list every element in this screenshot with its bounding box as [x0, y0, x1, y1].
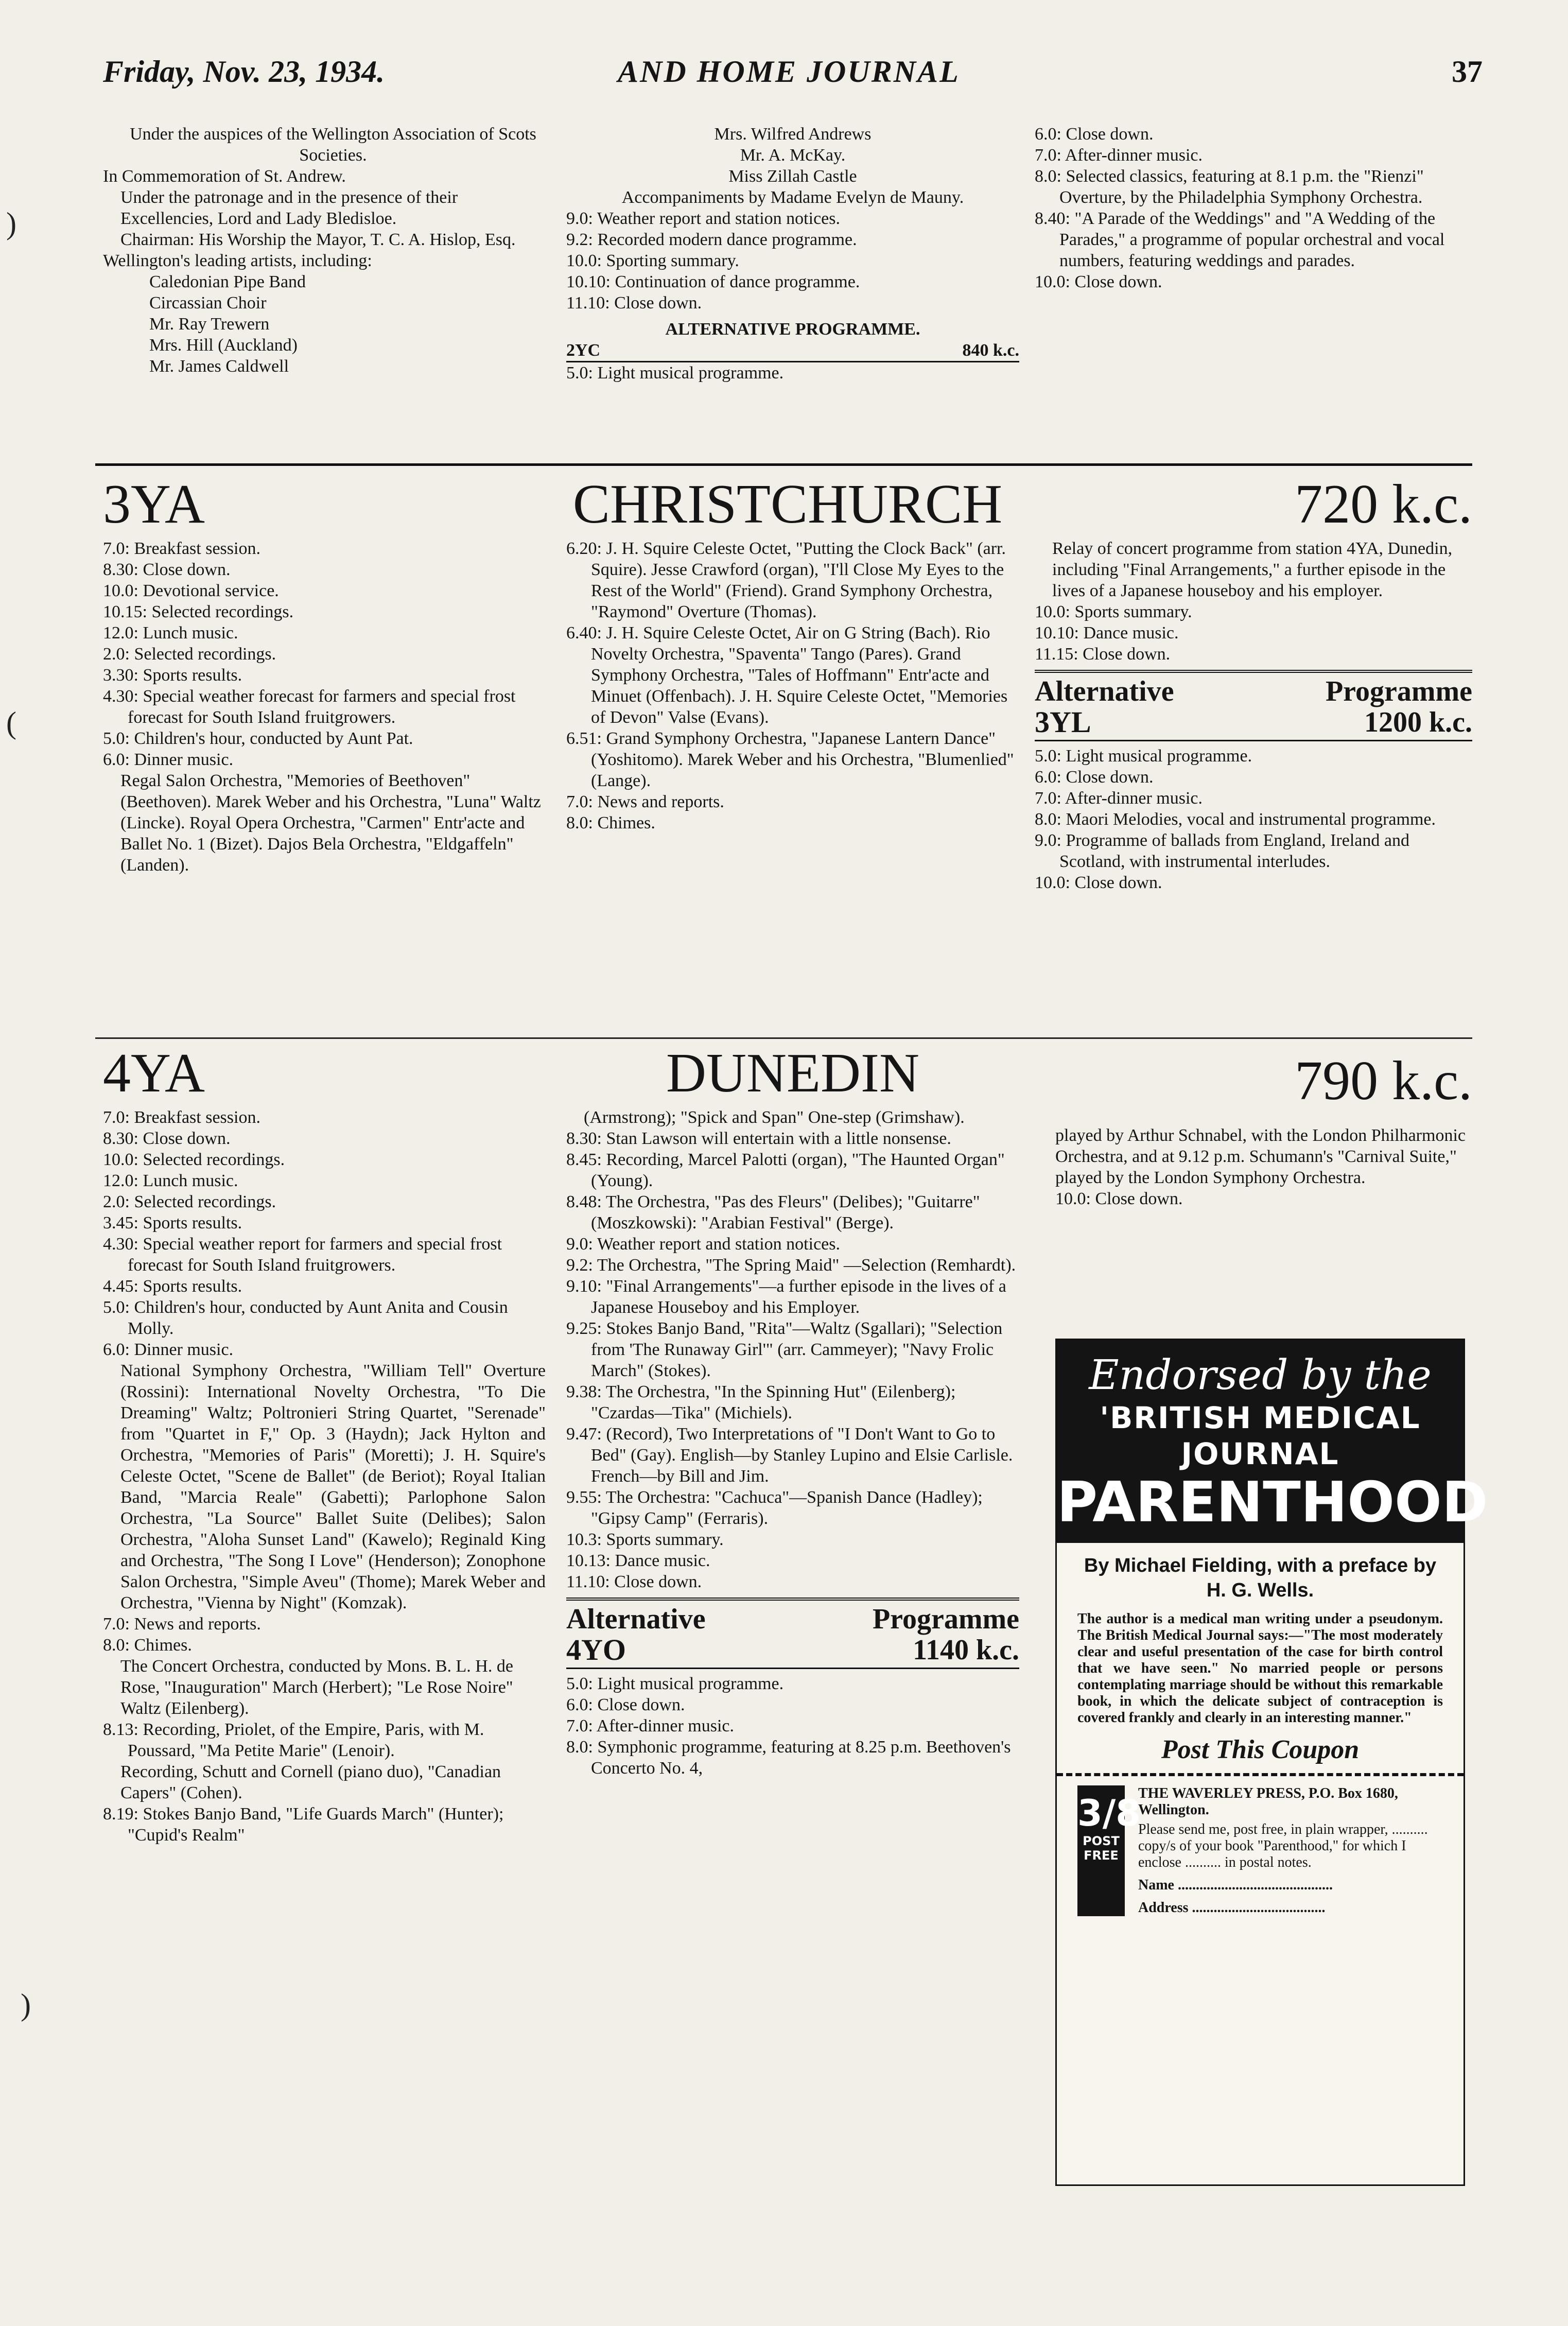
- divider-3ya: [95, 463, 1472, 466]
- text-line: 10.0: Selected recordings.: [103, 1150, 285, 1169]
- text-line: 11.15: Close down.: [1035, 645, 1171, 664]
- text-line: 9.47: (Record), Two Interpretations of "I Don't Want to Go to Bed" (Gay). English—by Stanley Lupino and Elsie Carlisle. French—by Bill and Jim.: [566, 1425, 1013, 1486]
- text-line: played by Arthur Schnabel, with the London Philharmonic Orchestra, and at 9.12 p.m. Schumann's "Carnival Suite," played by the London Symphony Orchestra.: [1055, 1126, 1466, 1187]
- ad-coupon[interactable]: [1077, 1785, 1443, 1916]
- ad-journal-line: JOURNAL: [1181, 1436, 1339, 1471]
- alt-label-right: Programme: [872, 1603, 1019, 1635]
- text-line: Mrs. Wilfred Andrews: [714, 125, 872, 144]
- text-line: 8.40: "A Parade of the Weddings" and "A Wedding of the Parades," a programme of popular orchestral and vocal numbers, featuring weddings and parades.: [1035, 209, 1445, 270]
- text-line: 8.19: Stokes Banjo Band, "Life Guards March" (Hunter); "Cupid's Realm": [103, 1804, 504, 1845]
- alt-station: 4YO: [566, 1633, 626, 1667]
- text-line: 12.0: Lunch music.: [103, 1171, 238, 1190]
- text-line: 3.30: Sports results.: [103, 666, 242, 685]
- text-line: National Symphony Orchestra, "William Tell" Overture (Rossini): International Novelty Orchestra, "To Die Dreaming" Waltz; Poltronieri String Quartet, "Serenade" from "Quartet in F," Op. 3 (Haydn); Jack Hylton and Orchestra, "Memories of Paris" (Moretti); J. H. Squire's Celeste Octet, "Scene de Ballet" (de Beriot); Royal Italian Band, "Marcia Reale" (Gabetti); Parlophone Salon Orchestra, "La Source" Ballet Suite (Delibes); Salon Orchestra, "Aloha Sunset Land" (Kawelo); Reginald King and Orchestra, "The Song I Love" (Henderson); Zonophone Salon Orchestra, "Simple Aveu" (Thome); Marek Weber and Orchestra, "Vienna by Night" (Komzak).: [120, 1361, 546, 1612]
- station-freq-3ya: 720 k.c.: [1295, 474, 1472, 535]
- text-line: 2.0: Selected recordings.: [103, 1192, 276, 1211]
- text-line: 4.45: Sports results.: [103, 1277, 242, 1296]
- name-label: Name: [1138, 1877, 1174, 1893]
- text-line: 11.10: Close down.: [566, 1572, 702, 1591]
- name-field[interactable]: Name ...........................................: [1138, 1877, 1333, 1893]
- text-line: 6.20: J. H. Squire Celeste Octet, "Putting the Clock Back" (arr. Squire). Jesse Crawford (organ), "I'll Close My Eyes to the Rest of the World" (Friend). Grand Symphony Orchestra, "Raymond" Overture (Thomas).: [566, 539, 1006, 621]
- text-line: 10.10: Continuation of dance programme.: [566, 272, 860, 291]
- ad-byline: By Michael Fielding, with a preface by H. G. Wells.: [1084, 1555, 1437, 1601]
- christchurch-col-1: [103, 538, 546, 876]
- alt-station: 2YC: [566, 341, 601, 360]
- text-line: 6.0: Dinner music.: [103, 750, 234, 769]
- text-line: 8.0: Symphonic programme, featuring at 8.25 p.m. Beethoven's Concerto No. 4,: [566, 1738, 1011, 1778]
- text-line: 10.0: Close down.: [1035, 873, 1162, 892]
- text-line: Mrs. Hill (Auckland): [149, 336, 298, 355]
- text-line: 6.0: Dinner music.: [103, 1340, 234, 1359]
- text-line: Mr. A. McKay.: [740, 146, 846, 165]
- dunedin-col-1: [103, 1107, 546, 1846]
- dunedin-col-3: [1055, 1125, 1467, 1209]
- text-line: 9.2: Recorded modern dance programme.: [566, 230, 857, 249]
- address-field[interactable]: Address .....................................: [1138, 1900, 1326, 1916]
- text-line: 6.0: Close down.: [566, 1695, 685, 1714]
- text-line: 9.55: The Orchestra: "Cachuca"—Spanish Dance (Hadley); "Gipsy Camp" (Ferraris).: [566, 1488, 983, 1528]
- text-line: 5.0: Light musical programme.: [566, 1674, 784, 1693]
- coupon-address: THE WAVERLEY PRESS, P.O. Box 1680, Wellington.: [1138, 1785, 1398, 1818]
- text-line: Relay of concert programme from station 4YA, Dunedin, including "Final Arrangements," a further episode in the lives of a Japanese houseboy and his employer.: [1052, 539, 1453, 600]
- text-line: Wellington's leading artists, including:: [103, 251, 372, 270]
- text-line: Regal Salon Orchestra, "Memories of Beethoven" (Beethoven). Marek Weber and his Orchestra, "Luna" Waltz (Lincke). Royal Opera Orchestra, "Carmen" Entr'acte and Ballet No. 1 (Bizet). Dajos Bela Orchestra, "Eldgaffeln" (Landen).: [120, 771, 541, 875]
- alt-heading: ALTERNATIVE PROGRAMME.: [665, 320, 920, 339]
- text-line: In Commemoration of St. Andrew.: [103, 167, 346, 186]
- text-line: Under the patronage and in the presence of their Excellencies, Lord and Lady Bledisloe.: [120, 188, 458, 228]
- price-value: 3/8: [1077, 1792, 1141, 1834]
- alt-freq: 1200 k.c.: [1364, 706, 1472, 738]
- text-line: 9.2: The Orchestra, "The Spring Maid" —Selection (Remhardt).: [566, 1256, 1016, 1275]
- text-line: 5.0: Light musical programme.: [1035, 747, 1252, 766]
- text-line: 9.25: Stokes Banjo Band, "Rita"—Waltz (Sgallari); "Selection from 'The Runaway Girl'" (arr. Cammeyer); "Navy Frolic March" (Stokes).: [566, 1319, 1003, 1380]
- text-line: 10.3: Sports summary.: [566, 1530, 724, 1549]
- text-line: 8.30: Close down.: [103, 1129, 231, 1148]
- text-line: 8.30: Close down.: [103, 560, 231, 579]
- text-line: 3.45: Sports results.: [103, 1213, 242, 1233]
- price-badge: [1077, 1785, 1141, 1916]
- christchurch-col-3: [1035, 538, 1472, 893]
- issue-date: Friday, Nov. 23, 1934.: [103, 55, 385, 89]
- station-callsign-4ya: 4YA: [103, 1043, 205, 1104]
- alt-station-line: [566, 340, 1019, 362]
- page-header: [103, 54, 1483, 100]
- text-line: 7.0: After-dinner music.: [566, 1716, 735, 1735]
- ad-book-title: PARENTHOOD: [1057, 1470, 1488, 1535]
- text-line: 8.48: The Orchestra, "Pas des Fleurs" (Delibes); "Guitarre" (Moszkowski): "Arabian Festival" (Berge).: [566, 1192, 980, 1233]
- ad-endorsed-line: Endorsed by the: [1089, 1351, 1432, 1399]
- alt-label: Alternative: [566, 1603, 706, 1635]
- parenthood-advertisement: [1055, 1339, 1488, 2186]
- station-city-dunedin: DUNEDIN: [666, 1043, 919, 1104]
- text-line: 7.0: After-dinner music.: [1035, 789, 1203, 808]
- text-line: Accompaniments by Madame Evelyn de Mauny.: [621, 188, 964, 207]
- text-line: 11.10: Close down.: [566, 293, 702, 313]
- text-line: 10.0: Close down.: [1055, 1189, 1183, 1208]
- ad-banner: [1057, 1340, 1488, 1543]
- text-line: Under the auspices of the Wellington Association of Scots Societies.: [130, 125, 536, 165]
- alt-label: Alternative: [1035, 675, 1174, 707]
- text-line: 7.0: After-dinner music.: [1035, 146, 1203, 165]
- text-line: 10.0: Sporting summary.: [566, 251, 739, 270]
- text-line: 4.30: Special weather report for farmers and special frost forecast for South Island fruitgrowers.: [103, 1235, 502, 1275]
- text-line: 8.0: Selected classics, featuring at 8.1 p.m. the "Rienzi" Overture, by the Philadelphia Symphony Orchestra.: [1035, 167, 1424, 207]
- text-line: Chairman: His Worship the Mayor, T. C. A. Hislop, Esq.: [120, 230, 516, 249]
- text-line: 7.0: News and reports.: [566, 792, 724, 811]
- text-line: 9.0: Weather report and station notices.: [566, 209, 840, 228]
- text-line: 9.10: "Final Arrangements"—a further episode in the lives of a Japanese Houseboy and his Employer.: [566, 1277, 1006, 1317]
- text-line: 6.40: J. H. Squire Celeste Octet, Air on G String (Bach). Rio Novelty Orchestra, "Spaventa" Tango (Pares). Grand Symphony Orchestra, "Tales of Hoffmann" Entr'acte and Minuet (Offenbach). J. H. Squire Celeste Octet, "Memories of Devon" Valse (Evans).: [566, 623, 1008, 727]
- text-line: Recording, Schutt and Cornell (piano duo), "Canadian Capers" (Cohen).: [120, 1762, 501, 1802]
- station-city-christchurch: CHRISTCHURCH: [572, 474, 1003, 535]
- text-line: 9.0: Programme of ballads from England, Ireland and Scotland, with instrumental interludes.: [1035, 831, 1409, 871]
- text-line: 7.0: News and reports.: [103, 1615, 261, 1634]
- top-col-1: [103, 124, 546, 377]
- dunedin-col-2: [566, 1107, 1019, 1779]
- text-line: 5.0: Children's hour, conducted by Aunt Anita and Cousin Molly.: [103, 1298, 508, 1338]
- text-line: 10.10: Dance music.: [1035, 623, 1179, 643]
- text-line: 6.0: Close down.: [1035, 125, 1154, 144]
- journal-title: AND HOME JOURNAL: [618, 55, 960, 89]
- text-line: 8.0: Chimes.: [103, 1636, 192, 1655]
- text-line: 6.51: Grand Symphony Orchestra, "Japanese Lantern Dance" (Yoshitomo). Marek Weber and his Orchestra, "Blumenlied" (Lange).: [566, 729, 1014, 790]
- text-line: 10.13: Dance music.: [566, 1551, 710, 1570]
- text-line: 5.0: Light musical programme.: [566, 363, 784, 383]
- coupon-cut-line: [1057, 1773, 1464, 1776]
- text-line: The Concert Orchestra, conducted by Mons. B. L. H. de Rose, "Inauguration" March (Herbert); "Le Rose Noire" Waltz (Eilenberg).: [120, 1657, 513, 1718]
- text-line: 9.0: Weather report and station notices.: [566, 1235, 840, 1254]
- price-note: FREE: [1084, 1848, 1119, 1863]
- alt-programme-3yl: [1035, 670, 1472, 741]
- text-line: 8.0: Maori Melodies, vocal and instrumental programme.: [1035, 810, 1436, 829]
- text-line: Miss Zillah Castle: [728, 167, 857, 186]
- station-callsign-3ya: 3YA: [103, 474, 205, 535]
- text-line: 8.13: Recording, Priolet, of the Empire, Paris, with M. Poussard, "Ma Petite Marie" (Lenoir).: [103, 1720, 484, 1760]
- coupon-form: [1138, 1785, 1443, 1916]
- alt-station: 3YL: [1035, 705, 1091, 739]
- coupon-text: Please send me, post free, in plain wrapper, .......... copy/s of your book "Parenthood," for which I enclose .......... in postal notes.: [1138, 1821, 1428, 1870]
- address-label: Address: [1138, 1900, 1189, 1916]
- margin-bracket: ): [21, 1988, 31, 2022]
- top-col-3: [1035, 124, 1472, 292]
- text-line: 7.0: Breakfast session.: [103, 1108, 260, 1127]
- text-line: 6.0: Close down.: [1035, 768, 1154, 787]
- text-line: Caledonian Pipe Band: [149, 272, 306, 291]
- text-line: 9.38: The Orchestra, "In the Spinning Hut" (Eilenberg); "Czardas—Tika" (Michiels).: [566, 1382, 956, 1422]
- margin-bracket: (: [6, 706, 16, 740]
- ad-post-coupon: Post This Coupon: [1161, 1735, 1360, 1764]
- price-note: POST: [1083, 1834, 1120, 1848]
- station-freq-4ya: 790 k.c.: [1295, 1050, 1472, 1112]
- text-line: 8.0: Chimes.: [566, 813, 655, 832]
- text-line: 5.0: Children's hour, conducted by Aunt Pat.: [103, 729, 413, 748]
- text-line: Circassian Choir: [149, 293, 267, 313]
- ad-description: The author is a medical man writing under a pseudonym. The British Medical Journal says:—"The most moderately clear and useful presentation of the case for birth control that we have seen." No married people or persons contemplating marriage should be without this remarkable book, in which the delicate subject of contraception is covered frankly and clearly in an interesting manner.": [1077, 1611, 1443, 1726]
- text-line: Mr. Ray Trewern: [149, 315, 270, 334]
- text-line: 7.0: Breakfast session.: [103, 539, 260, 558]
- text-line: 8.45: Recording, Marcel Palotti (organ), "The Haunted Organ" (Young).: [566, 1150, 1005, 1190]
- text-line: Mr. James Caldwell: [149, 357, 289, 376]
- alt-programme-4yo: [566, 1598, 1019, 1669]
- text-line: 12.0: Lunch music.: [103, 623, 238, 643]
- christchurch-col-2: [566, 538, 1019, 834]
- text-line: 8.30: Stan Lawson will entertain with a little nonsense.: [566, 1129, 951, 1148]
- alt-freq: 1140 k.c.: [913, 1634, 1019, 1666]
- text-line: 2.0: Selected recordings.: [103, 645, 276, 664]
- text-line: 10.15: Selected recordings.: [103, 602, 294, 621]
- text-line: (Armstrong); "Spick and Span" One-step (Grimshaw).: [584, 1108, 965, 1127]
- text-line: 10.0: Sports summary.: [1035, 602, 1192, 621]
- text-line: 10.0: Close down.: [1035, 272, 1162, 291]
- alt-freq: 840 k.c.: [962, 341, 1019, 360]
- margin-bracket: ): [6, 206, 16, 240]
- ad-bmj-line: 'BRITISH MEDICAL: [1100, 1400, 1421, 1435]
- text-line: 4.30: Special weather forecast for farmers and special frost forecast for South Island fruitgrowers.: [103, 687, 516, 727]
- text-line: 10.0: Devotional service.: [103, 581, 279, 600]
- page-number: 37: [1452, 55, 1483, 89]
- top-col-2: [566, 124, 1019, 384]
- alt-label-right: Programme: [1325, 675, 1472, 707]
- divider-4ya: [95, 1037, 1472, 1039]
